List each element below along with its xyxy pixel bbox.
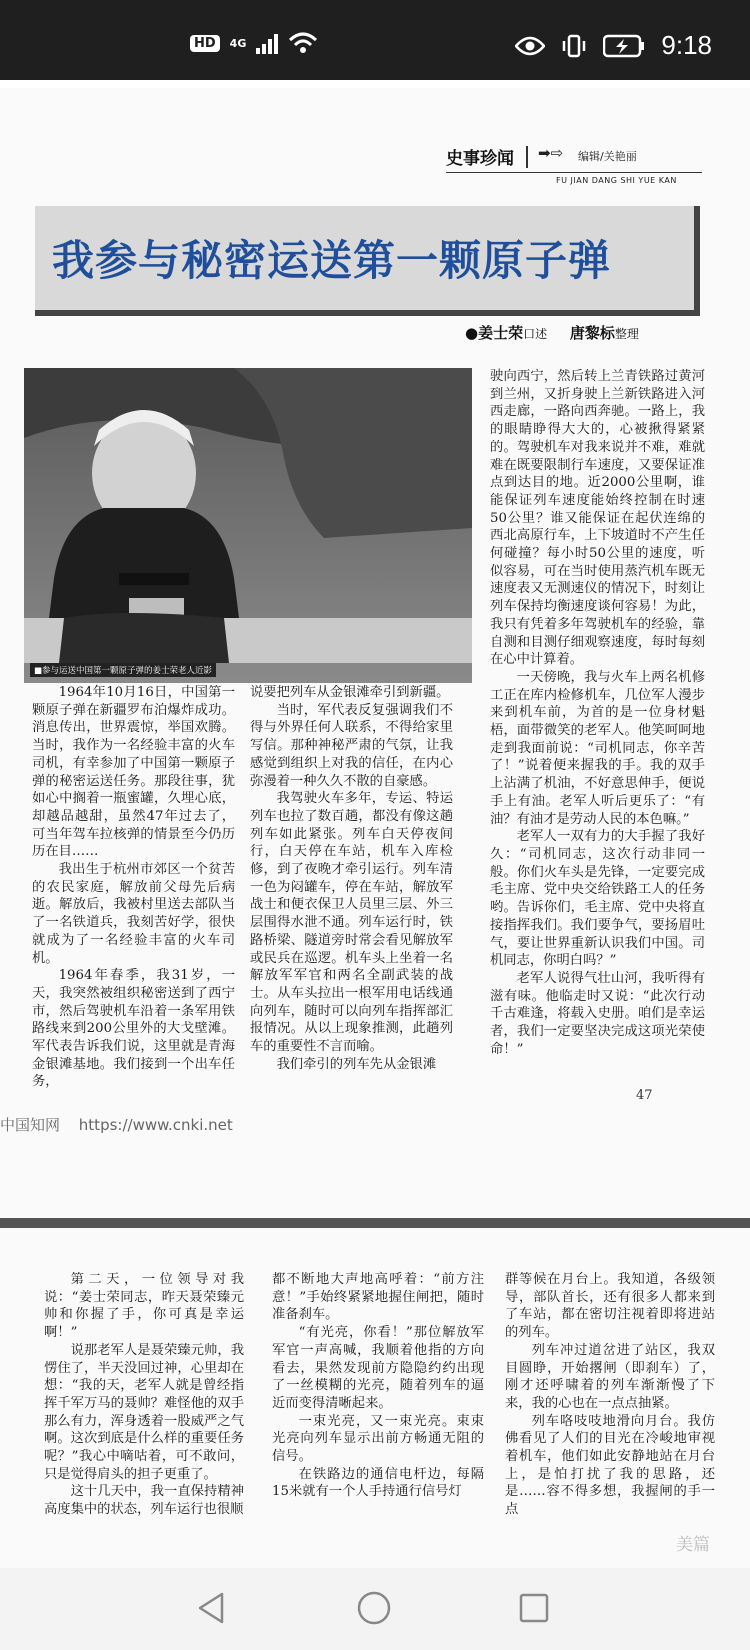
- paragraph: 说要把列车从金银滩牵引到新疆。: [250, 685, 450, 700]
- wifi-icon: [288, 32, 318, 54]
- page1-column-1: [32, 684, 235, 1091]
- paragraph: 我出生于杭州市郊区一个贫苦的农民家庭，解放前父母先后病逝。解放后，我被村里送去部队当了一名铁道兵，我刻苦好学，很快就成为了一名经验丰富的火车司机。: [32, 862, 235, 966]
- status-bar: [0, 0, 750, 80]
- paragraph: 我驾驶火车多年，专运、特运列车也拉了数百趟，都没有像这趟列车如此紧张。列车白天停夜间行，白天停在车站，机车入库检修，到了夜晚才牵引运行。列车清一色为闷罐车，停在车站，解放军战士和便衣保卫人员里三层、外三层围得水泄不通。列车运行时，铁路桥梁、隧道旁时常会看见解放军或民兵在巡逻。机车头上坐着一名解放军军官和两名全副武装的战士。从车头拉出一根军用电话线通向列车，随时可以向列车指挥部汇报情况。从以上现象推测，此趟列车的重要性不言而喻。: [250, 791, 453, 1055]
- magazine-page-1: [0, 88, 750, 1218]
- paragraph: 驶向西宁，然后转上兰青铁路过黄河到兰州，又折身驶上兰新铁路进入河西走廊，一路向西奔驰。一路上，我的眼睛睁得大大的，心被揪得紧紧的。驾驶机车对我来说并不难，难就难在既要限制行车速度，又要保证准点到达目的地。近2000公里啊，谁能保证列车速度能始终控制在时速50公里？谁又能保证在起伏连绵的西北高原行车，上下坡道时不产生任何碰撞？每小时50公里的速度，听似容易，可在当时使用蒸汽机车既无速度表又无测速仪的情况下，时刻让列车保持均衡速度谈何容易！为此，我只有凭着多年驾驶机车的经验，靠自测和目测仔细观察速度，每时每刻在心中计算着。: [490, 369, 705, 668]
- photo-caption: ■参与运送中国第一颗原子弹的姜士荣老人近影: [30, 663, 216, 677]
- paragraph: 1964年10月16日，中国第一颗原子弹在新疆罗布泊爆炸成功。消息传出，世界震惊，举国欢腾。当时，我作为一名经验丰富的火车司机，有幸参加了中国第一颗原子弹的秘密运送任务。那段往事，犹如心中搁着一瓶蜜罐，久埋心底，却越品越甜，虽然47年过去了，可当年驾车拉核弹的情景至今仍历历在目……: [32, 685, 235, 860]
- article-photo: [24, 368, 472, 683]
- magazine-pinyin: FU JIAN DANG SHI YUE KAN: [556, 176, 677, 185]
- paragraph: 一束光亮，又一束光亮。束束光亮向列车显示出前方畅通无阻的信号。: [272, 1413, 484, 1465]
- network-type: 4G: [229, 36, 247, 50]
- source-url[interactable]: https://www.cnki.net: [78, 1116, 233, 1134]
- signal-icon: [256, 32, 278, 54]
- arrow-icon: ➡⇨: [538, 144, 564, 162]
- portrait-photo: [24, 368, 472, 683]
- paragraph: 都不断地大声地高呼着：“前方注意！”手始终紧紧地握住闸把，随时准备刹车。: [272, 1272, 484, 1323]
- paragraph: 1964年春季，我31岁，一天，我突然被组织秘密送到了西宁市，然后驾驶机车沿着一条军用铁路线来到200公里外的大戈壁滩。军代表告诉我们说，这里就是青海金银滩基地。我们接到一个出车任务，: [32, 968, 235, 1090]
- bullet-icon: ●: [465, 324, 479, 342]
- paragraph: 群等候在月台上。我知道，各级领导，部队首长，还有很多人都来到了车站，都在密切注视着即将进站的列车。: [505, 1272, 715, 1341]
- paragraph: “有光亮，你看！”那位解放军军官一声高喊，我顺着他指的方向看去，果然发现前方隐隐约约出现了一丝模糊的光亮，随着列车的逼近而变得清晰起来。: [272, 1325, 484, 1411]
- editor-role: 整理: [614, 327, 639, 341]
- paragraph: 当时，军代表反复强调我们不得与外界任何人联系，不得给家里写信。那种神秘严肃的气氛，让我感觉到组织上对我的信任，在内心弥漫着一种久久不散的自豪感。: [250, 702, 453, 789]
- status-left: [190, 32, 318, 54]
- hd-badge: HD: [190, 35, 220, 52]
- paragraph: 说那老军人是聂荣臻元帅，我愣住了，半天没回过神，心里却在想：“我的天，老军人就是曾经指挥千军万马的聂帅？难怪他的双手那么有力，浑身透着一股威严之气啊。这次到底是什么样的重要任务呢？”我心中嘀咕着，可不敢问，只是觉得肩头的担子更重了。: [44, 1342, 244, 1482]
- page1-column-2: [250, 684, 453, 1073]
- editor-name: 唐黎标: [569, 324, 615, 342]
- status-right: [515, 30, 712, 61]
- paragraph: 在铁路边的通信电杆边，每隔15米就有一个人手持通行信号灯: [272, 1466, 484, 1500]
- section-separator: [526, 146, 528, 168]
- clock: 9:18: [661, 30, 712, 60]
- source-name: 中国知网: [0, 1116, 61, 1134]
- page-divider: [0, 1218, 750, 1228]
- battery-charging-icon: [603, 34, 645, 58]
- magazine-page-2: [0, 1228, 750, 1568]
- system-nav-bar: [0, 1568, 750, 1650]
- section-header: [446, 144, 702, 174]
- paragraph: 老军人说得气壮山河，我听得有滋有味。他临走时又说：“此次行动千古难逢，将载入史册。咱们是幸运者，我们一定要坚决完成这项光荣使命！”: [490, 970, 705, 1057]
- home-icon[interactable]: [356, 1590, 392, 1626]
- vibrate-icon: [561, 33, 587, 59]
- section-name: 史事珍闻: [446, 149, 514, 169]
- recents-icon[interactable]: [516, 1590, 552, 1626]
- header-rule: [446, 172, 702, 173]
- page2-column-1: [44, 1271, 244, 1519]
- byline: [465, 322, 639, 343]
- article-title: 我参与秘密运送第一颗原子弹: [52, 236, 612, 285]
- source-footer: [0, 1114, 233, 1135]
- paragraph: 第二天，一位领导对我说：“姜士荣同志，昨天聂荣臻元帅和你握了手，你可真是幸运啊！”: [44, 1272, 244, 1341]
- back-icon[interactable]: [194, 1590, 230, 1626]
- author-role: 口述: [523, 327, 548, 341]
- watermark: 美篇: [676, 1535, 710, 1555]
- paragraph: 老军人一双有力的大手握了我好久：“司机同志，这次行动非同一般。你们火车头是先锋，一定要完成毛主席、党中央交给铁路工人的任务哟。告诉你们，毛主席、党中央将直接指挥我们。我们要争气，要扬眉吐气，要让世界重新认识我们中国。司机同志，你明白吗？”: [490, 829, 705, 969]
- paragraph: 这十几天中，我一直保持精神高度集中的状态，列车运行也很顺: [44, 1484, 244, 1518]
- paragraph: 一天傍晚，我与火车上两名机修工正在库内检修机车，几位军人漫步来到机车前，为首的是一位身材魁梧，面带微笑的老军人。他笑呵呵地走到我面前说：“司机同志，你辛苦了！”说着便来握我的手。我的双手上沾满了机油，不好意思伸手，便说手上有油。老军人听后更乐了：“有油？有油才是劳动人民的本色嘛。”: [490, 669, 705, 827]
- author-name: 姜士荣: [478, 324, 524, 342]
- title-banner: [35, 206, 700, 316]
- paragraph: 列车冲过道岔进了站区，我双目圆睁，开始撂闸（即刹车）了，刚才还呼啸着的列车渐渐慢了下来，我的心也在一点点抽紧。: [505, 1342, 715, 1411]
- page-number: 47: [636, 1088, 653, 1103]
- editor-credit: 编辑/关艳丽: [578, 150, 637, 163]
- page2-column-2: [272, 1271, 484, 1501]
- paragraph: 我们牵引的列车先从金银滩: [276, 1056, 437, 1072]
- eye-icon: [515, 36, 545, 56]
- page1-column-3: [490, 368, 705, 1058]
- paragraph: 列车咯吱吱地滑向月台。我仿佛看见了人们的目光在冷峻地审视着机车，他们如此安静地站在月台上，是怕打扰了我的思路，还是……容不得多想，我握闸的手一点: [505, 1413, 715, 1518]
- page2-column-3: [505, 1271, 715, 1519]
